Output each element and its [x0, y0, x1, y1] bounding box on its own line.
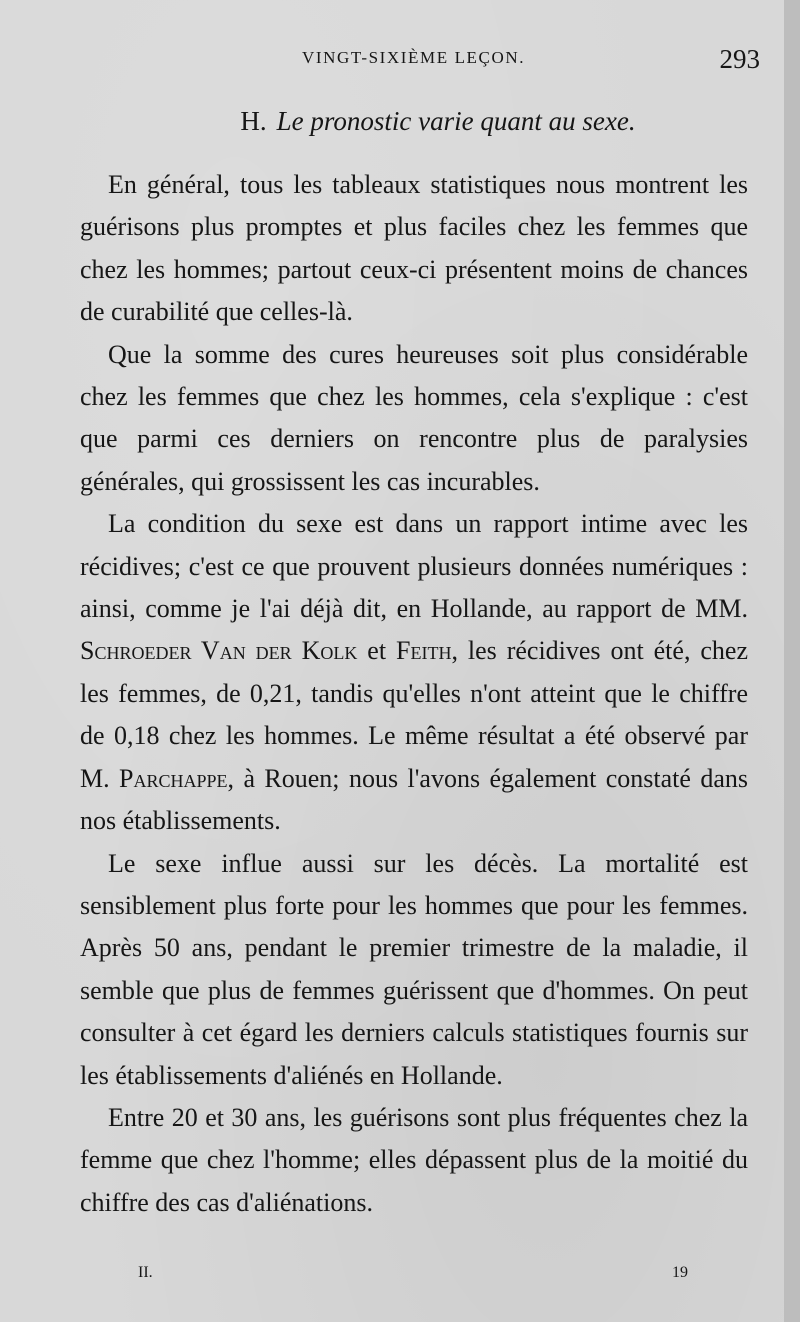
running-head	[80, 44, 762, 76]
author-name-parchappe: Parchappe	[119, 763, 228, 793]
author-name-schroeder: Schroeder Van der Kolk	[80, 636, 358, 666]
paragraph-1: En général, tous les tableaux statistiques nous montrent les guérisons plus promptes et plus faciles chez les femmes que chez les hommes; partout ceux-ci présentent moins de chances de curabilité que celles-là.	[80, 170, 748, 327]
page-edge	[784, 0, 800, 1322]
page-footer	[80, 1264, 762, 1288]
paragraph-3	[80, 503, 748, 842]
paragraph-3-text-c: , les récidives ont été, chez les femmes, de 0,21, tandis qu'elles n'ont atteint que le chiffre de 0,18 chez les hommes. Le même résultat a été observé par M.	[80, 636, 749, 793]
running-title: VINGT-SIXIÈME LEÇON.	[302, 48, 526, 67]
body-text	[80, 164, 748, 1224]
paragraph-3-text-a: La condition du sexe est dans un rapport intime avec les récidives; c'est ce que prouvent plusieurs données numériques : ainsi, comme je l'ai déjà dit, en Hollande, au rapport de MM.	[80, 509, 748, 624]
page-number: 293	[719, 44, 760, 74]
paragraph-3-text-b: et	[357, 636, 396, 666]
section-number: H.	[240, 106, 267, 136]
footer-folio: 19	[672, 1264, 688, 1281]
paragraph-5: Entre 20 et 30 ans, les guérisons sont plus fréquentes chez la femme que chez l'homme; elles dépassent plus de la moitié du chiffre des cas d'aliénations.	[80, 1102, 748, 1217]
signature-mark: II.	[138, 1264, 153, 1281]
paragraph-4: Le sexe influe aussi sur les décès. La mortalité est sensiblement plus forte pour les hommes que pour les femmes. Après 50 ans, pendant le premier trimestre de la maladie, il semble que plus de femmes guérissent que d'hommes. On peut consulter à cet égard les derniers calculs statistiques fournis sur les établissements d'aliénés en Hollande.	[80, 848, 748, 1090]
paragraph-2: Que la somme des cures heureuses soit plus considérable chez les femmes que chez les hommes, cela s'explique : c'est que parmi ces derniers on rencontre plus de paralysies générales, qui grossissent les cas incurables.	[80, 339, 748, 496]
section-heading	[80, 106, 762, 137]
paragraph-3-text-d: , à Rouen; nous l'avons également constaté dans nos établissements.	[80, 763, 748, 836]
author-name-feith: Feith	[396, 636, 452, 666]
section-title: Le pronostic varie quant au sexe.	[276, 106, 636, 136]
